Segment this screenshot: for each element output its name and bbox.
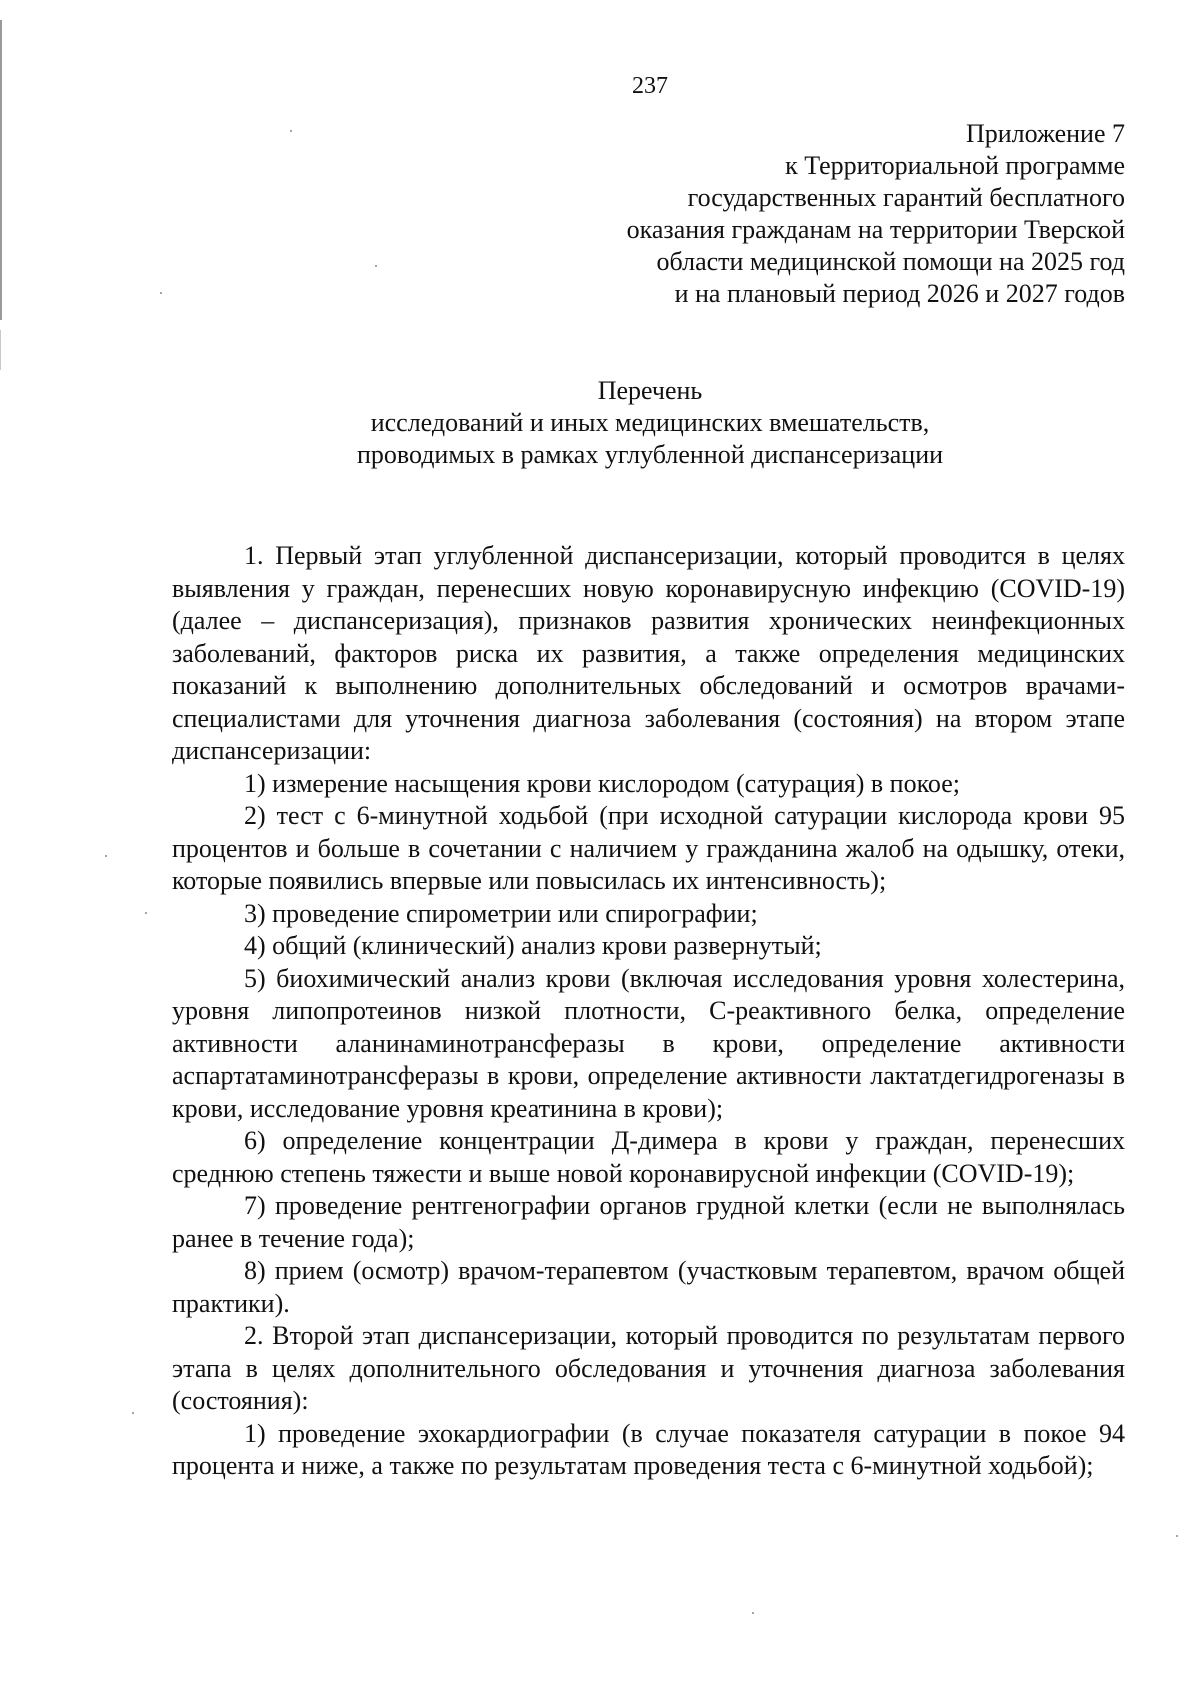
list-item-spirometry: 3) проведение спирометрии или спирографии; xyxy=(244,898,758,928)
list-item-radiography: 7) проведение рентгенографии органов грудной клетки (если не выполнялась ранее в течение года); xyxy=(172,1191,1125,1253)
scan-edge-mark xyxy=(0,330,1,370)
scan-speck xyxy=(1176,1535,1178,1537)
appendix-reference xyxy=(425,118,1125,310)
appendix-line: к Территориальной программе xyxy=(785,151,1125,180)
list-item-blood-count: 4) общий (клинический) анализ крови развернутый; xyxy=(244,931,822,960)
scan-speck xyxy=(145,912,147,914)
document-body xyxy=(172,540,1125,1483)
title-line: Перечень xyxy=(597,376,703,405)
title-line: проводимых в рамках углубленной диспансеризации xyxy=(356,440,944,469)
scan-speck xyxy=(752,1612,754,1614)
scan-edge-mark xyxy=(0,20,2,320)
appendix-line: и на плановый период 2026 и 2027 годов xyxy=(674,279,1125,308)
appendix-line: государственных гарантий бесплатного xyxy=(687,183,1125,212)
scan-speck xyxy=(105,855,107,857)
paragraph-stage-2: 2. Второй этап диспансеризации, который проводится по результатам первого этапа в целях дополнительного обследования и уточнения диагноза заболевания (состояния): xyxy=(172,1321,1125,1415)
appendix-line: оказания гражданам на территории Тверской xyxy=(626,215,1125,244)
list-item-d-dimer: 6) определение концентрации Д-димера в крови у граждан, перенесших среднюю степень тяжести и выше новой коронавирусной инфекции (COVID-19); xyxy=(172,1126,1125,1188)
paragraph-stage-1: 1. Первый этап углубленной диспансеризации, который проводится в целях выявления у граждан, перенесших новую коронавирусную инфекцию (COVID-19) (далее – диспансеризация), признаков развития хронических неинфекционных заболеваний, факторов риска их развития, а также определения медицинских показаний к выполнению дополнительных обследований и осмотров врачами-специалистами для уточнения диагноза заболевания (состояния) на втором этапе диспансеризации: xyxy=(172,541,1125,765)
list-item-therapist: 8) прием (осмотр) врачом-терапевтом (участковым терапевтом, врачом общей практики). xyxy=(172,1256,1125,1318)
list-item-echocardiography: 1) проведение эхокардиографии (в случае показателя сатурации в покое 94 процента и ниже, а также по результатам проведения теста с 6-минутной ходьбой); xyxy=(172,1418,1125,1480)
appendix-line: области медицинской помощи на 2025 год xyxy=(656,247,1125,276)
document-title xyxy=(250,375,1050,471)
scan-speck xyxy=(290,130,292,132)
list-item-saturation: 1) измерение насыщения крови кислородом (сатурация) в покое; xyxy=(244,768,960,798)
scan-speck xyxy=(132,1412,134,1414)
page-number: 237 xyxy=(632,73,668,99)
list-item-biochemistry: 5) биохимический анализ крови (включая исследования уровня холестерина, уровня липопротеинов низкой плотности, С-реактивного белка, определение активности аланинаминотрансферазы в крови, определение активности аспартатаминотрансферазы в крови, определение активности лактатдегидрогеназы в крови, исследование уровня креатинина в крови); xyxy=(172,963,1125,1123)
appendix-line: Приложение 7 xyxy=(965,119,1125,148)
scan-speck xyxy=(160,292,162,294)
scan-speck xyxy=(375,265,377,267)
list-item-walk-test: 2) тест с 6-минутной ходьбой (при исходной сатурации кислорода крови 95 процентов и больше в сочетании с наличием у гражданина жалоб на одышку, отеки, которые появились впервые или повысилась их интенсивность); xyxy=(172,801,1125,895)
title-line: исследований и иных медицинских вмешательств, xyxy=(370,408,930,437)
